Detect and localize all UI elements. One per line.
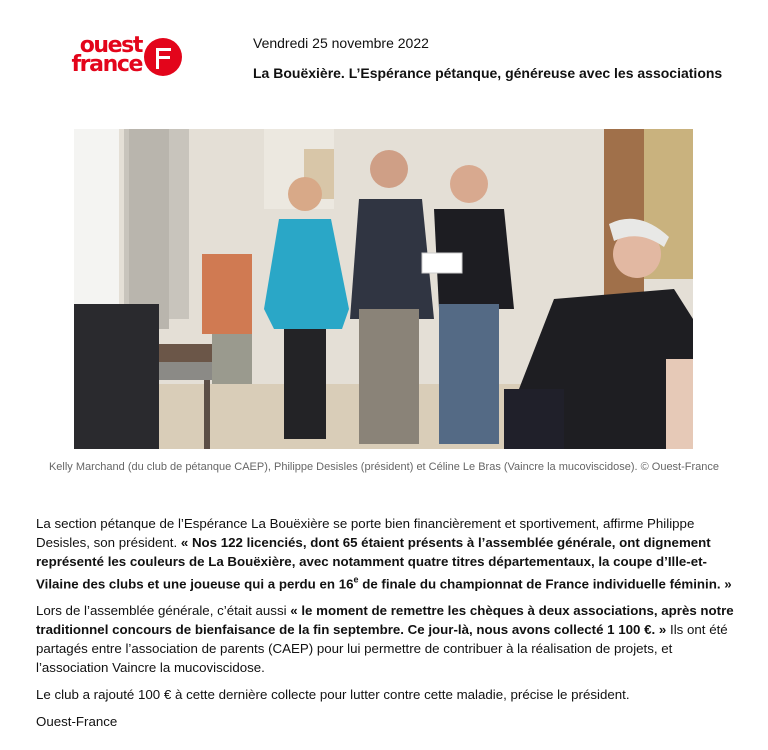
ouest-france-logo bbox=[56, 33, 180, 80]
paragraph-2: Lors de l’assemblée générale, c’était aussi « le moment de remettre les chèques à deux associations, après notre traditionnel concours de bienfaisance de la fin septembre. Ce jour-là, nous avons collecté 1 100 €. » Ils ont été partagés entre l’association de parents (CAEP) pour lui permettre de contribuer à la réalisation de projets, et l’association Vaincre la mucoviscidose. bbox=[36, 603, 734, 676]
logo-f-mark-icon bbox=[144, 38, 182, 76]
article-title: La Bouëxière. L’Espérance pétanque, généreuse avec les associations bbox=[253, 65, 723, 81]
article-date: Vendredi 25 novembre 2022 bbox=[253, 35, 429, 51]
photo-illustration bbox=[74, 129, 693, 449]
photo-caption: Kelly Marchand (du club de pétanque CAEP), Philippe Desisles (président) et Céline Le Bras (Vaincre la mucoviscidose). © Ouest-France bbox=[48, 461, 720, 473]
paragraph-3: Le club a rajouté 100 € à cette dernière collecte pour lutter contre cette maladie, précise le président. bbox=[36, 687, 630, 703]
article-photo bbox=[74, 129, 693, 449]
paragraph-1: La section pétanque de l’Espérance La Bouëxière se porte bien financièrement et sportivement, affirme Philippe Desisles, son président. « Nos 122 licenciés, dont 65 étaient présents à l’assemblée générale, ont dignement représenté les couleurs de La Bouëxière, avec notamment quatre titres départementaux, la coupe d’Ille-et-Vilaine des clubs et une joueuse qui a perdu en 16e de finale du championnat de France individuelle féminin. » bbox=[36, 516, 732, 592]
logo-wordmark: ouest france bbox=[71, 33, 142, 77]
article-body bbox=[36, 514, 736, 739]
article-signature: Ouest-France bbox=[36, 714, 118, 730]
